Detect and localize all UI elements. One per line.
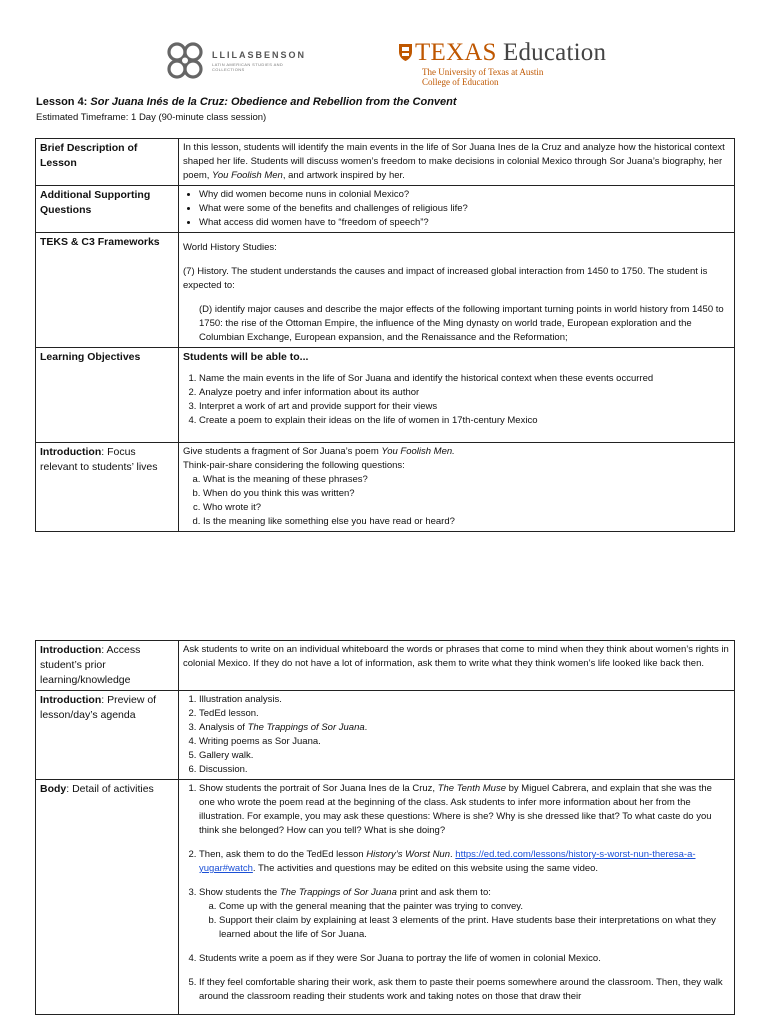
llilas-knot-icon [164,39,206,83]
list-item [199,886,730,952]
print-title: The Trappings of Sor Juana [247,722,365,733]
list-item: 1. Illustration analysis. [199,693,730,707]
activity-text: Then, ask them to do the TedEd lesson [199,849,367,860]
list-item: b. Support their claim by explaining at least 3 elements of the print. Have students base their interpretations on what they learned about the life of Sor Juana. [219,914,730,942]
activity-text: Students write a poem as if they were Sor Juana to portray the life of women in colonial Mexico. [199,953,601,964]
questions-label: Additional Supporting Questions [40,189,151,216]
intro-access-label-rest: : Access student’s prior learning/knowledge [40,644,141,686]
poem-title: You Foolish Men. [381,446,455,457]
brief-text: In this lesson, students will identify the main events in the life of Sor Juana Ines de la Cruz and analyze how the historical context shaped her life. Students will discuss women’s freedom to make decisions in colonial Mexico through Sor Juana’s biography, her poem, [183,142,725,181]
list-item [199,952,730,976]
objectives-label: Learning Objectives [40,351,141,363]
agenda-text-end: . [364,722,368,733]
table-row [36,139,735,186]
teks-line-3: (D) identify major causes and describe the major effects of the following important turning points in world history from 1450 to 1750: the rise of the Ottoman Empire, the influence of the Ming dynasty on world trade, European exploration and the Columbian Exchange, European expansion, and the Renaissance and the Reformation; [199,304,724,343]
print-tasks-list [199,900,730,942]
activity-text: Show students the portrait of Sor Juana Ines de la Cruz, [199,783,438,794]
list-item: 3. Interpret a work of art and provide support for their views [199,400,730,414]
objectives-cell [179,348,735,443]
lesson-prefix: Lesson 4: [36,96,91,108]
row-label [36,641,179,691]
intro-focus-text: Give students a fragment of Sor Juana’s poem [183,446,382,457]
teded-lesson-title: History’s Worst Nun [366,849,450,860]
print-title: The Trappings of Sor Juana [279,887,397,898]
body-label-rest: : Detail of activities [66,783,154,795]
body-label-bold: Body [40,783,67,795]
activity-text: Show students the [199,887,280,898]
row-label [36,691,179,780]
llilas-benson-logo [164,38,307,84]
intro-preview-label-rest: : Preview of lesson/day’s agenda [40,694,157,721]
intro-preview-cell [179,691,735,780]
list-item [199,848,730,886]
list-item: a. Come up with the general meaning that the painter was trying to convey. [219,900,730,914]
lesson-plan-table-2 [35,640,735,1015]
intro-focus-cell [179,443,735,532]
college-of-education-line: College of Education [422,77,499,87]
activity-text-end: print and ask them to: [396,887,491,898]
activity-text-sep: . [450,849,456,860]
objectives-heading: Students will be able to... [183,351,309,363]
left-logo-subtitle: LATIN AMERICAN STUDIES AND COLLECTIONS [212,62,284,72]
list-item: a. What is the meaning of these phrases? [203,473,730,487]
list-item: • What access did women have to “freedom of speech”? [199,216,730,230]
lesson-title [36,96,457,108]
row-label [36,443,179,532]
row-label [36,780,179,1015]
lesson-name: Sor Juana Inés de la Cruz: Obedience and Rebellion from the Convent [90,96,457,108]
activities-list [183,782,730,1004]
list-item: 5. Gallery walk. [199,749,730,763]
brief-text-end: , and artwork inspired by her. [282,170,405,181]
table-row [36,691,735,780]
left-logo-name: LLILASBENSON [212,50,307,60]
activity-text-end: by Miguel Cabrera, and explain that she was the one who wrote the poem read at the beginning of the class. Ask students to infer more information about her from the illustration. For example, you may ask these questions: Where is she? Why is she dressed like that? To what caste do you think she belonged? How can you tell? What is she doing? [199,783,712,836]
table-row [36,443,735,532]
row-label [36,348,179,443]
list-item: 2. TedEd lesson. [199,707,730,721]
table-row [36,186,735,233]
list-item: d. Is the meaning like something else you have read or heard? [203,515,730,529]
teded-link[interactable]: https://ed.ted.com/lessons/history-s-worst-nun-theresa-a-yugar#watch [199,849,696,874]
texas-education-wordmark [415,39,606,67]
list-item: • Why did women become nuns in colonial Mexico? [199,188,730,202]
row-label [36,233,179,348]
intro-focus-line-1 [183,445,730,459]
list-item: 2. Analyze poetry and infer information about its author [199,386,730,400]
questions-list [183,188,730,230]
list-item: 4. Create a poem to explain their ideas on the life of women in 17th-century Mexico [199,414,730,428]
estimated-timeframe: Estimated Timeframe: 1 Day (90-minute class session) [36,112,267,123]
agenda-text: Analysis of [199,722,248,733]
teks-line-1: World History Studies: [183,242,277,253]
list-item: • What were some of the benefits and challenges of religious life? [199,202,730,216]
intro-preview-label-bold: Introduction [40,694,102,706]
poem-title: You Foolish Men [212,170,283,181]
brief-label: Brief Description of Lesson [40,142,138,169]
list-item: 5. If they feel comfortable sharing their work, ask them to paste their poems somewhere around the classroom. Then, they walk around the classroom reading their students work and taking notes on those that draw their [199,976,730,1004]
table-row [36,641,735,691]
teks-label: TEKS & C3 Frameworks [40,236,160,248]
questions-cell [179,186,735,233]
list-item: 6. Discussion. [199,763,730,777]
think-pair-share-list [183,473,730,529]
intro-focus-line-2: Think-pair-share considering the following questions: [183,460,405,471]
row-label [36,139,179,186]
portrait-title: The Tenth Muse [437,783,506,794]
ut-shield-icon [398,43,413,62]
objectives-list [183,372,730,428]
activity-text-end: . The activities and questions may be edited on this website using the same video. [252,863,599,874]
teks-cell [179,233,735,348]
texas-word: TEXAS [415,39,497,66]
list-item: c. Who wrote it? [203,501,730,515]
table-row [36,348,735,443]
lesson-plan-table-1 [35,138,735,532]
list-item: 4. Writing poems as Sor Juana. [199,735,730,749]
table-row [36,233,735,348]
ut-austin-line: The University of Texas at Austin [422,67,544,77]
row-label [36,186,179,233]
list-item: b. When do you think this was written? [203,487,730,501]
education-word: Education [503,39,607,66]
brief-description-cell [179,139,735,186]
texas-education-logo [398,40,608,90]
intro-access-label-bold: Introduction [40,644,102,656]
table-row [36,780,735,1015]
list-item [199,721,730,735]
intro-access-cell: Ask students to write on an individual whiteboard the words or phrases that come to mind when they think about women’s rights in colonial Mexico. If they do not have a lot of information, ask them to write what they think women’s life looked like back then. [179,641,735,691]
intro-focus-label-bold: Introduction [40,446,102,458]
intro-focus-label-rest: : Focus relevant to students’ lives [40,446,158,473]
teks-line-2: (7) History. The student understands the causes and impact of increased global interaction from 1450 to 1750. The student is expected to: [183,266,708,291]
list-item [199,782,730,848]
body-activities-cell [179,780,735,1015]
list-item: 1. Name the main events in the life of Sor Juana and identify the historical context when these events occurred [199,372,730,386]
agenda-list [183,693,730,777]
